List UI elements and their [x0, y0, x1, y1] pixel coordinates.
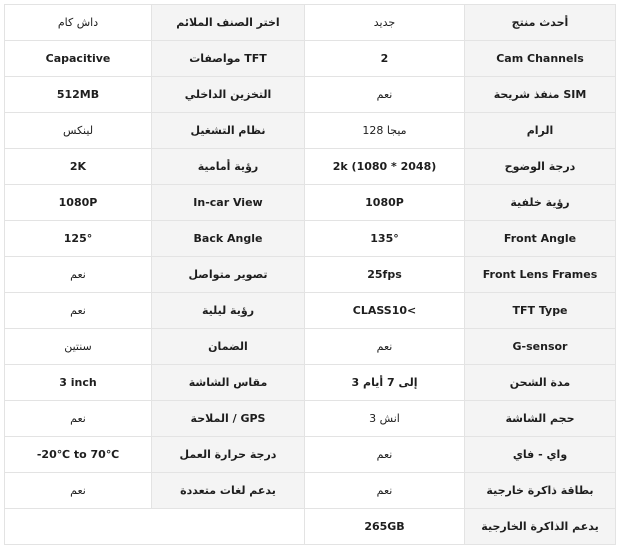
- spec-label-right-group: مواصفات TFT: [152, 41, 305, 77]
- spec-label-left-group: Front Angle: [465, 221, 616, 257]
- spec-value-left-group: نعم: [305, 329, 465, 365]
- spec-label-right-group: رؤية ليلية: [152, 293, 305, 329]
- table-row: [5, 437, 616, 473]
- spec-value-right-group: 2K: [5, 149, 152, 185]
- spec-label-left-group: رؤية خلفية: [465, 185, 616, 221]
- spec-label-left-group: الرام: [465, 113, 616, 149]
- spec-value-left-group: 1080P: [305, 185, 465, 221]
- table-row: [5, 473, 616, 509]
- table-row: [5, 257, 616, 293]
- spec-label-left-group: G-sensor: [465, 329, 616, 365]
- spec-label-left-group: بطاقة ذاكرة خارجية: [465, 473, 616, 509]
- spec-label-right-group: رؤية أمامية: [152, 149, 305, 185]
- spec-value-right-group: -20℃ to 70℃: [5, 437, 152, 473]
- spec-label-right-group: التخزين الداخلي: [152, 77, 305, 113]
- spec-value-left-group: 265GB: [305, 509, 465, 545]
- empty-cell: [5, 509, 305, 545]
- spec-value-right-group: نعم: [5, 473, 152, 509]
- table-row: [5, 365, 616, 401]
- spec-label-left-group: TFT Type: [465, 293, 616, 329]
- spec-value-left-group: 135°: [305, 221, 465, 257]
- table-row: [5, 185, 616, 221]
- spec-label-right-group: اختر الصنف الملائم: [152, 5, 305, 41]
- spec-value-right-group: 1080P: [5, 185, 152, 221]
- spec-label-left-group: Front Lens Frames: [465, 257, 616, 293]
- table-row: [5, 113, 616, 149]
- spec-label-left-group: درجة الوضوح: [465, 149, 616, 185]
- spec-value-left-group: CLASS10<: [305, 293, 465, 329]
- spec-label-left-group: منفذ شريحة SIM: [465, 77, 616, 113]
- spec-label-left-group: حجم الشاشة: [465, 401, 616, 437]
- spec-label-right-group: مقاس الشاشة: [152, 365, 305, 401]
- spec-label-right-group: تصوير متواصل: [152, 257, 305, 293]
- spec-label-right-group: درجة حرارة العمل: [152, 437, 305, 473]
- specifications-table-body: [5, 5, 616, 545]
- spec-value-right-group: Capacitive: [5, 41, 152, 77]
- spec-label-left-group: يدعم الذاكرة الخارجية: [465, 509, 616, 545]
- spec-label-right-group: Back Angle: [152, 221, 305, 257]
- spec-value-right-group: 512MB: [5, 77, 152, 113]
- spec-value-left-group: جديد: [305, 5, 465, 41]
- spec-label-left-group: مدة الشحن: [465, 365, 616, 401]
- table-row: [5, 5, 616, 41]
- spec-label-right-group: الملاحة / GPS: [152, 401, 305, 437]
- spec-value-left-group: 2k (1080 * 2048): [305, 149, 465, 185]
- spec-value-left-group: 128 ميجا: [305, 113, 465, 149]
- spec-value-right-group: نعم: [5, 257, 152, 293]
- spec-value-right-group: سنتين: [5, 329, 152, 365]
- spec-label-right-group: يدعم لغات متعددة: [152, 473, 305, 509]
- spec-value-right-group: داش كام: [5, 5, 152, 41]
- spec-label-right-group: In-car View: [152, 185, 305, 221]
- table-row: [5, 401, 616, 437]
- spec-value-right-group: نعم: [5, 293, 152, 329]
- table-row: [5, 329, 616, 365]
- table-row: [5, 77, 616, 113]
- spec-value-left-group: 3 انش: [305, 401, 465, 437]
- table-row: [5, 149, 616, 185]
- spec-label-left-group: Cam Channels: [465, 41, 616, 77]
- spec-value-right-group: 125°: [5, 221, 152, 257]
- specifications-table: [4, 4, 616, 545]
- spec-value-left-group: 3 إلى 7 أيام: [305, 365, 465, 401]
- spec-value-right-group: لينكس: [5, 113, 152, 149]
- spec-value-left-group: نعم: [305, 77, 465, 113]
- spec-label-left-group: واي - فاي: [465, 437, 616, 473]
- spec-value-left-group: 2: [305, 41, 465, 77]
- spec-value-left-group: نعم: [305, 473, 465, 509]
- table-row: [5, 293, 616, 329]
- spec-label-right-group: الضمان: [152, 329, 305, 365]
- table-row: [5, 509, 616, 545]
- spec-value-right-group: نعم: [5, 401, 152, 437]
- spec-value-left-group: نعم: [305, 437, 465, 473]
- spec-label-left-group: أحدث منتج: [465, 5, 616, 41]
- spec-value-right-group: 3 inch: [5, 365, 152, 401]
- table-row: [5, 221, 616, 257]
- spec-label-right-group: نظام التشغيل: [152, 113, 305, 149]
- table-row: [5, 41, 616, 77]
- spec-value-left-group: 25fps: [305, 257, 465, 293]
